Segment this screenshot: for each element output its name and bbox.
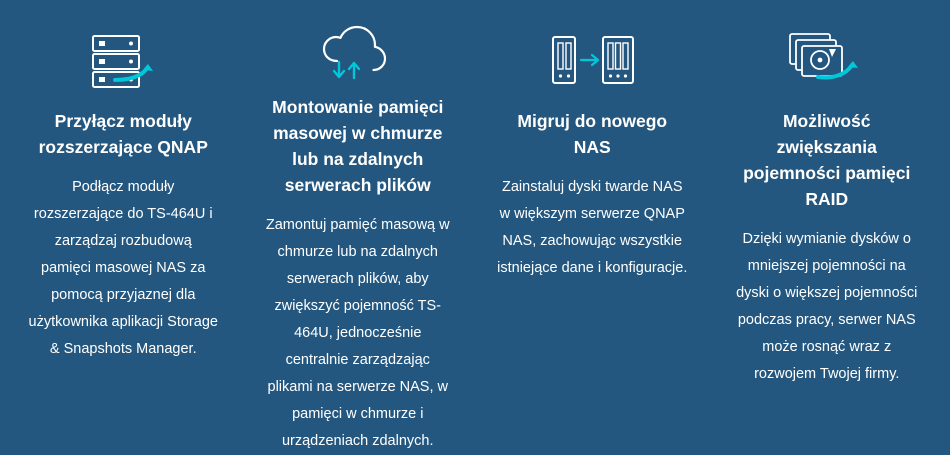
raid-capacity-icon — [784, 18, 870, 104]
migrate-nas-icon — [545, 18, 639, 104]
feature-item-expansion-units — [6, 18, 241, 455]
feature-body: Zamontuj pamięć masową w chmurze lub na zdalnych serwerach plików, aby zwiększyć pojemność TS-464U, jednocześnie centralnie zarządzając plikami na serwerze NAS, w pamięci w chmurze i urządzeniach zdalnych. — [265, 217, 450, 449]
feature-title: Migruj do nowego NAS — [517, 111, 668, 157]
feature-title: Montowanie pamięci masowej w chmurze lub na zdalnych serwerach plików — [272, 97, 444, 195]
feature-body: Podłącz moduły rozszerzające do TS-464U i zarządzaj rozbudową pamięci masowej NAS za pomocą przyjaznej dla użytkownika aplikacji Storage & Snapshots Manager. — [28, 179, 218, 357]
feature-body: Dzięki wymianie dysków o mniejszej pojemności na dyski o większej pojemności podczas pracy, serwer NAS może rosnąć wraz z rozwojem Twojej firmy. — [736, 231, 918, 382]
cloud-storage-icon — [315, 18, 401, 90]
feature-item-migrate-nas — [475, 18, 710, 455]
feature-title: Możliwość zwiększania pojemności pamięci RAID — [743, 111, 911, 209]
feature-body: Zainstaluj dyski twarde NAS w większym serwerze QNAP NAS, zachowując wszystkie istniejące dane i konfiguracje. — [497, 179, 688, 276]
expansion-units-icon — [85, 18, 161, 104]
feature-title: Przyłącz moduły rozszerzające QNAP — [38, 111, 208, 157]
feature-item-cloud-storage — [241, 18, 476, 455]
feature-item-raid-capacity — [710, 18, 945, 455]
